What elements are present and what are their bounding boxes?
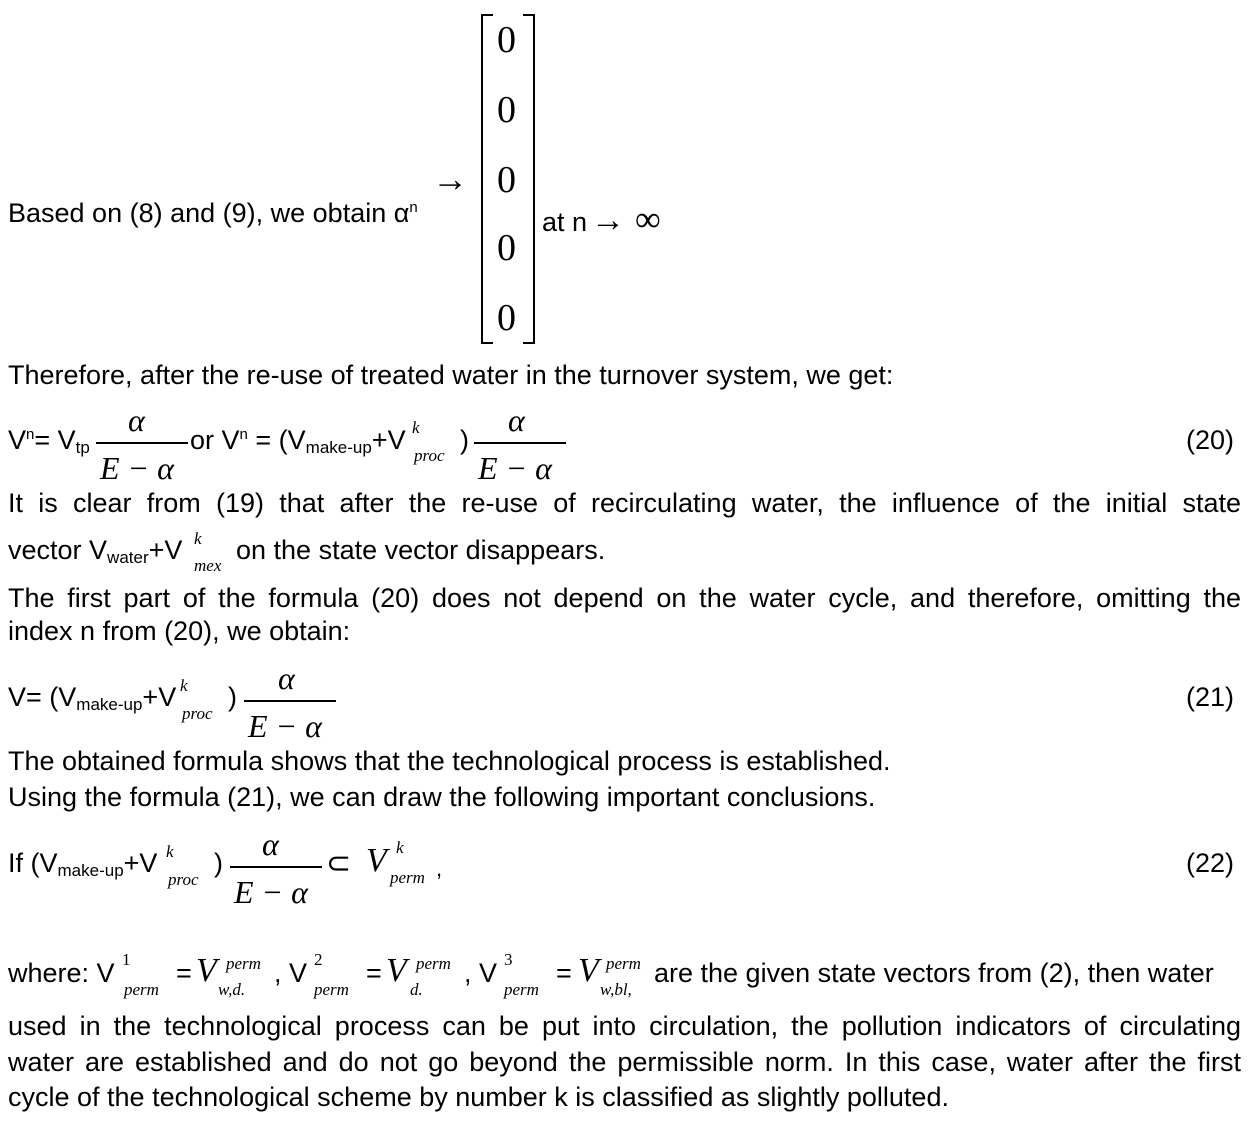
eq21-sub-proc: proc — [182, 704, 213, 723]
where-v1-sub: w,d. — [218, 980, 246, 999]
where-eq-3: = — [556, 958, 572, 988]
where-sup-3: 3 — [504, 950, 513, 969]
matrix-right-bracket — [523, 14, 535, 344]
where-v2-sub: d. — [410, 980, 423, 999]
eq21-numerator: α — [278, 660, 295, 696]
where-comma-2: , V — [464, 958, 498, 988]
where-sub-perm-1: perm — [124, 980, 159, 999]
eq20-close-paren: ) — [460, 425, 469, 455]
using-line: Using the formula (21), we can draw the following important conclusions. — [8, 782, 876, 812]
where-v1-sup: perm — [226, 954, 261, 973]
limit-expression — [542, 198, 661, 240]
eq22-comma: , — [436, 856, 443, 881]
eq20-numerator-2: α — [508, 402, 525, 438]
eq22-close-paren: ) — [214, 848, 223, 878]
at-n-text: at n — [542, 207, 588, 237]
where-comma-1: , V — [274, 958, 308, 988]
map-arrow: → — [432, 159, 468, 199]
equation-number-20: (20) — [1185, 425, 1234, 455]
eq21-sup-k: k — [180, 676, 188, 695]
para1-sub-mex: mex — [194, 556, 222, 575]
eq20-denominator-2: E − α — [478, 450, 552, 486]
where-eq-1: = — [176, 958, 192, 988]
paragraph-final-line-c: cycle of the technological scheme by number k is classified as slightly polluted. — [8, 1082, 949, 1112]
where-prefix: where: V — [8, 958, 115, 988]
eq20-sub-proc: proc — [414, 446, 445, 465]
where-sup-1: 1 — [122, 950, 131, 969]
eq22-sup-k: k — [166, 842, 174, 861]
para1-sup-k: k — [194, 529, 202, 548]
matrix-entry: 0 — [497, 89, 516, 131]
where-v1: V — [196, 952, 217, 989]
eq20-fraction-line-1 — [96, 442, 188, 444]
paragraph-20-line-b: index n from (20), we obtain: — [8, 616, 351, 646]
eq22-sub-proc: proc — [168, 870, 199, 889]
infinity-symbol: ∞ — [635, 199, 661, 239]
paragraph-final-line-a: used in the technological process can be put into circulation, the pollution indicators of circulating — [8, 1011, 1241, 1041]
intro-sup-n: n — [409, 199, 418, 216]
where-v3-sup: perm — [606, 954, 641, 973]
matrix-entry: 0 — [497, 159, 516, 201]
eq22-lhs: If ($V_{make-up}+V$ — [8, 848, 158, 880]
matrix-left-bracket — [481, 14, 493, 344]
eq20-or-part: or $V^n = (V_{make-up}+V$ — [190, 425, 406, 457]
eq20-fraction-line-2 — [474, 442, 566, 444]
equation-number-21: (21) — [1185, 682, 1234, 712]
eq22-v-perm: V — [366, 842, 387, 879]
paragraph-19-line-b-suffix: on the state vector disappears. — [236, 535, 606, 565]
subset-symbol: ⊂ — [326, 847, 352, 880]
where-v2: V — [386, 952, 407, 989]
eq20-denominator-1: E − α — [100, 450, 174, 486]
where-eq-2: = — [366, 958, 382, 988]
limit-arrow: → — [591, 202, 626, 239]
paragraph-19-line-a: It is clear from (19) that after the re-use of recirculating water, the influence of the initial state — [8, 488, 1241, 518]
where-suffix: are the given state vectors from (2), then water — [654, 958, 1214, 988]
eq22-v-sup-k: k — [396, 838, 404, 857]
where-sub-perm-2: perm — [314, 980, 349, 999]
obtained-line: The obtained formula shows that the technological process is established. — [8, 746, 891, 776]
where-v3-sub: w,bl, — [600, 980, 632, 999]
eq22-denominator: E − α — [234, 874, 308, 910]
eq21-denominator: E − α — [248, 708, 322, 744]
eq20-sup-k: k — [412, 418, 420, 437]
eq20-lhs: $V^n= V_{tp}$ — [8, 425, 90, 457]
eq20-numerator-1: α — [128, 402, 145, 438]
paragraph-final-line-b: water are established and do not go beyond the permissible norm. In this case, water after the first — [8, 1047, 1241, 1077]
matrix-entry: 0 — [497, 227, 516, 269]
matrix-entry: 0 — [497, 297, 516, 339]
eq21-fraction-line — [244, 700, 336, 702]
matrix-entry: 0 — [497, 19, 516, 61]
equation-number-22: (22) — [1185, 848, 1234, 878]
where-v2-sup: perm — [416, 954, 451, 973]
eq22-v-sub-perm: perm — [390, 868, 425, 887]
where-sub-perm-3: perm — [504, 980, 539, 999]
paragraph-20-line-a: The first part of the formula (20) does not depend on the water cycle, and therefore, omitting the — [8, 583, 1241, 613]
paragraph-19-line-b: vector $V_{water}+V$ — [8, 535, 183, 567]
eq22-fraction-line — [230, 866, 322, 868]
eq21-lhs: $V= (V_{make-up}+V$ — [8, 682, 177, 714]
eq21-close-paren: ) — [228, 682, 237, 712]
intro-text: Based on (8) and (9), we obtain α — [8, 198, 410, 228]
where-sup-2: 2 — [314, 950, 323, 969]
intro-line — [8, 198, 418, 229]
therefore-line: Therefore, after the re-use of treated water in the turnover system, we get: — [8, 360, 894, 390]
eq22-numerator: α — [262, 826, 279, 862]
where-v3: V — [578, 952, 599, 989]
